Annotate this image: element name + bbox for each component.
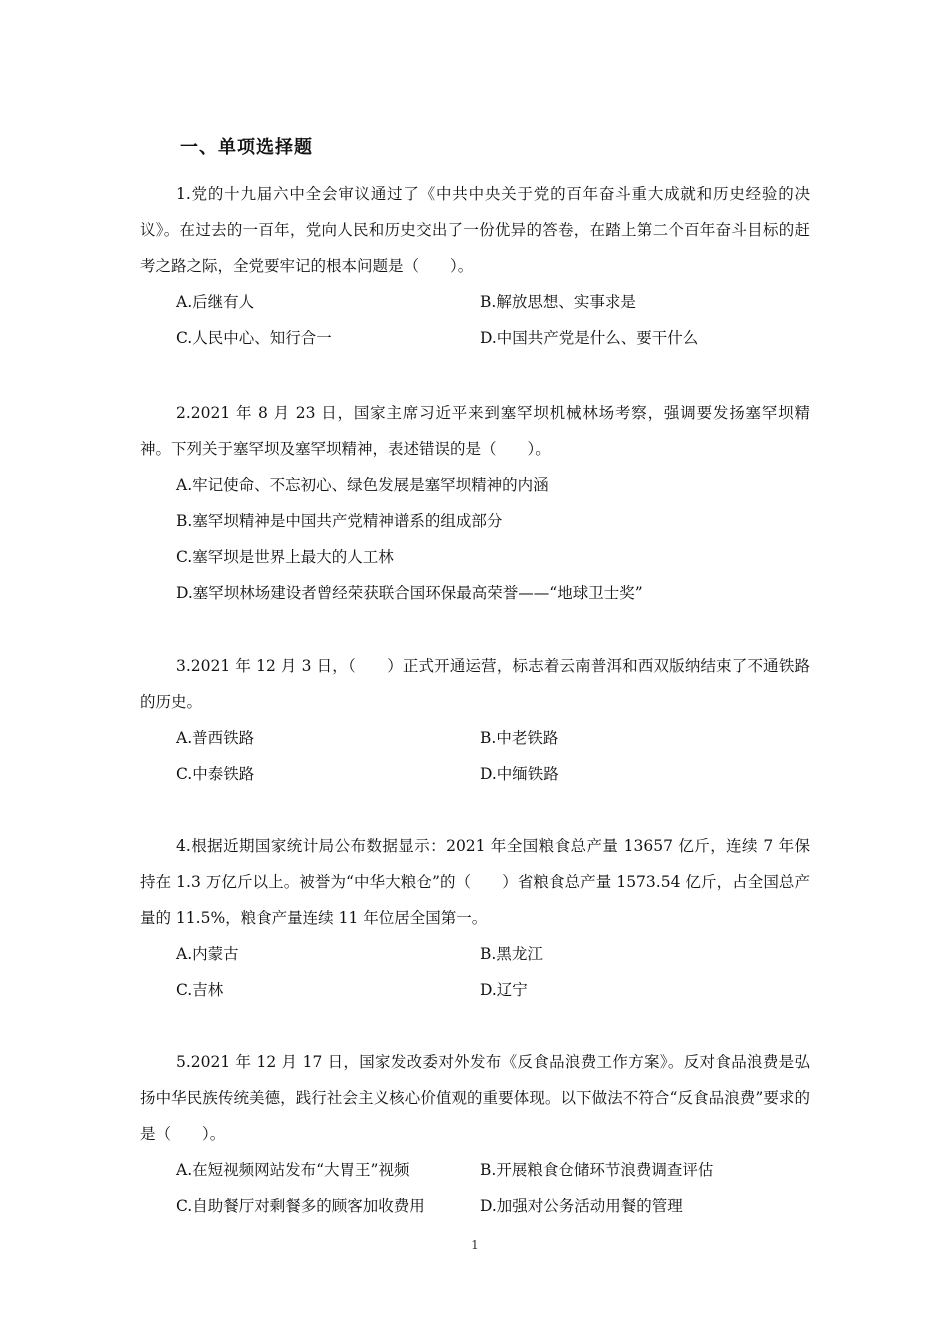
question-2 [140, 395, 810, 611]
section-title: 一、单项选择题 [180, 137, 313, 158]
question-stem: 1.党的十九届六中全会审议通过了《中共中央关于党的百年奋斗重大成就和历史经验的决议》。在过去的一百年，党向人民和历史交出了一份优异的答卷，在踏上第二个百年奋斗目标的赶考之路之际，全党要牢记的根本问题是（ ）。 [140, 185, 810, 275]
option-row [140, 720, 810, 756]
option-c: C.人民中心、知行合一 [176, 329, 332, 347]
option-row [140, 320, 810, 356]
option-row [140, 1188, 810, 1224]
option-d: D.中缅铁路 [480, 765, 559, 783]
question-stem: 5.2021 年 12 月 17 日，国家发改委对外发布《反食品浪费工作方案》。反对食品浪费是弘扬中华民族传统美德，践行社会主义核心价值观的重要体现。以下做法不符合“反食品浪费”要求的是（ ）。 [140, 1053, 810, 1143]
option-a: A.后继有人 [176, 293, 255, 311]
option-d: D.辽宁 [480, 981, 528, 999]
question-3 [140, 648, 810, 792]
option-row [140, 972, 810, 1008]
question-stem: 2.2021 年 8 月 23 日，国家主席习近平来到塞罕坝机械林场考察，强调要发扬塞罕坝精神。下列关于塞罕坝及塞罕坝精神，表述错误的是（ ）。 [140, 404, 810, 458]
option-d: D.塞罕坝林场建设者曾经荣获联合国环保最高荣誉——“地球卫士奖” [176, 584, 643, 602]
question-stem: 3.2021 年 12 月 3 日，（ ）正式开通运营，标志着云南普洱和西双版纳结束了不通铁路的历史。 [140, 657, 810, 711]
option-row [140, 936, 810, 972]
option-row [140, 756, 810, 792]
question-stem: 4.根据近期国家统计局公布数据显示：2021 年全国粮食总产量 13657 亿斤，连续 7 年保持在 1.3 万亿斤以上。被誉为“中华大粮仓”的（ ）省粮食总产量 1573.54 亿斤，占全国总产量的 11.5%，粮食产量连续 11 年位居全国第一。 [140, 837, 810, 927]
option-c: C.自助餐厅对剩餐多的顾客加收费用 [176, 1197, 425, 1215]
option-c: C.中泰铁路 [176, 765, 255, 783]
option-b: B.开展粮食仓储环节浪费调查评估 [480, 1161, 714, 1179]
option-c: C.塞罕坝是世界上最大的人工林 [176, 548, 394, 566]
option-b: B.黑龙江 [480, 945, 543, 963]
option-c: C.吉林 [176, 981, 224, 999]
question-5 [140, 1044, 810, 1224]
option-row [140, 284, 810, 320]
option-row [140, 503, 810, 539]
option-d: D.加强对公务活动用餐的管理 [480, 1197, 683, 1215]
option-b: B.中老铁路 [480, 729, 559, 747]
option-row [140, 539, 810, 575]
option-a: A.牢记使命、不忘初心、绿色发展是塞罕坝精神的内涵 [176, 476, 549, 494]
page-number: 1 [471, 1238, 479, 1252]
question-1 [140, 176, 810, 356]
option-row [140, 575, 810, 611]
option-b: B.解放思想、实事求是 [480, 293, 636, 311]
option-b: B.塞罕坝精神是中国共产党精神谱系的组成部分 [176, 512, 503, 530]
question-4 [140, 828, 810, 1008]
option-a: A.内蒙古 [176, 945, 239, 963]
option-a: A.在短视频网站发布“大胃王”视频 [176, 1161, 410, 1179]
option-d: D.中国共产党是什么、要干什么 [480, 329, 699, 347]
option-row [140, 1152, 810, 1188]
option-row [140, 467, 810, 503]
option-a: A.普西铁路 [176, 729, 255, 747]
